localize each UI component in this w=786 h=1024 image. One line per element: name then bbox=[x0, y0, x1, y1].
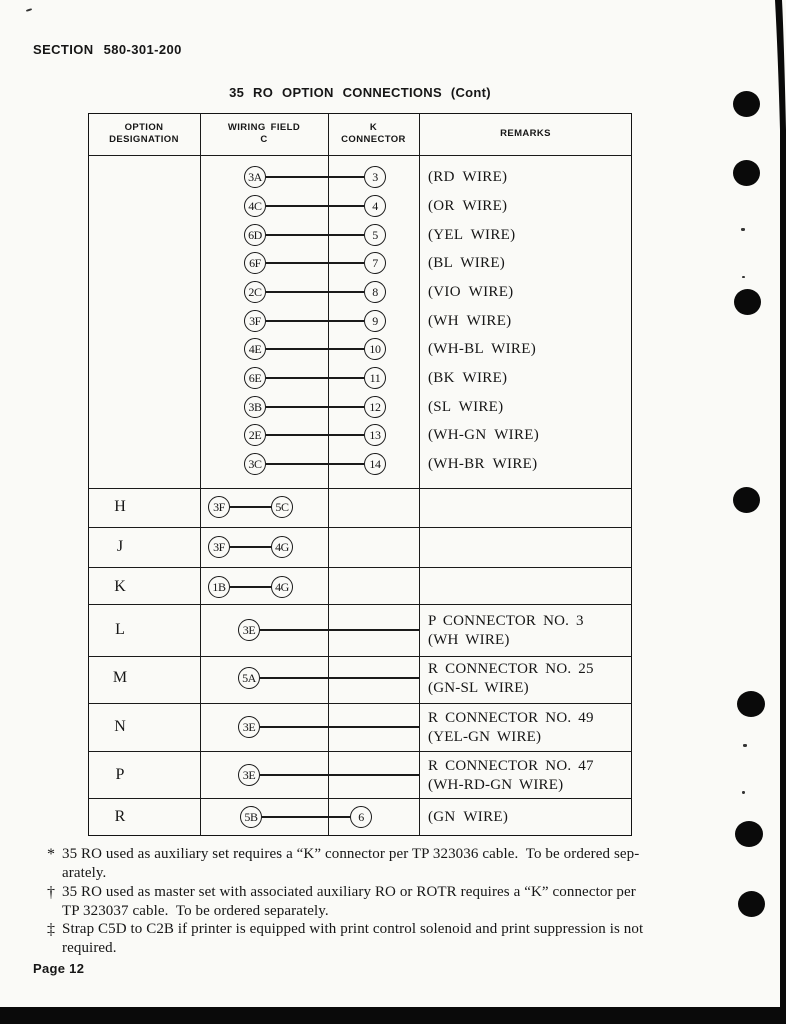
wiring-terminal-circle: 3A bbox=[244, 166, 266, 188]
option-letter: H bbox=[114, 498, 126, 515]
page-number: Page 12 bbox=[33, 961, 85, 976]
wiring-terminal-circle: 5C bbox=[271, 496, 293, 518]
option-letter: M bbox=[112, 669, 128, 686]
footnote-marker: † bbox=[47, 884, 55, 901]
wiring-terminal-circle: 3B bbox=[244, 396, 266, 418]
wiring-terminal-circle: 4G bbox=[271, 576, 293, 598]
wiring-terminal-circle: 5B bbox=[240, 806, 262, 828]
column-header-option-designation: OPTION DESIGNATION bbox=[109, 121, 179, 145]
footnote-line: TP 323037 cable. To be ordered separately. bbox=[62, 903, 329, 919]
section-header: SECTION 580-301-200 bbox=[33, 42, 182, 57]
remark-text: R CONNECTOR NO. 25 (GN-SL WIRE) bbox=[428, 661, 594, 696]
connector-pin-circle: 12 bbox=[364, 396, 386, 418]
footnote-marker: ‡ bbox=[47, 921, 55, 938]
wiring-terminal-circle: 6E bbox=[244, 367, 266, 389]
connector-pin-circle: 4 bbox=[364, 195, 386, 217]
option-letter: P bbox=[115, 766, 125, 783]
remark-text: (OR WIRE) bbox=[428, 198, 508, 214]
column-header-k-connector: K CONNECTOR bbox=[341, 121, 406, 145]
remark-text: (SL WIRE) bbox=[428, 399, 504, 415]
column-header-wiring-field: WIRING FIELD C bbox=[227, 121, 301, 145]
wiring-terminal-circle: 6F bbox=[244, 252, 266, 274]
scan-edge-bottom bbox=[0, 1007, 786, 1024]
wiring-terminal-circle: 3E bbox=[238, 716, 260, 738]
footnote-line: required. bbox=[62, 940, 117, 956]
column-header-remarks: REMARKS bbox=[500, 127, 551, 139]
connector-pin-circle: 6 bbox=[350, 806, 372, 828]
connector-pin-circle: 5 bbox=[364, 224, 386, 246]
wiring-terminal-circle: 4C bbox=[244, 195, 266, 217]
wiring-terminal-circle: 3F bbox=[208, 496, 230, 518]
remark-text: (BK WIRE) bbox=[428, 370, 508, 386]
wiring-terminal-circle: 2C bbox=[244, 281, 266, 303]
wiring-terminal-circle: 3E bbox=[238, 619, 260, 641]
option-letter: J bbox=[116, 538, 124, 555]
footnote-line: 35 RO used as auxiliary set requires a “K” connector per TP 323036 cable. To be ordered sep- bbox=[62, 846, 640, 862]
connector-pin-circle: 13 bbox=[364, 424, 386, 446]
wiring-terminal-circle: 5A bbox=[238, 667, 260, 689]
connector-pin-circle: 7 bbox=[364, 252, 386, 274]
remark-text: (WH WIRE) bbox=[428, 313, 512, 329]
footnote-line: arately. bbox=[62, 865, 107, 881]
remark-text: P CONNECTOR NO. 3 (WH WIRE) bbox=[428, 613, 584, 648]
connector-pin-circle: 11 bbox=[364, 367, 386, 389]
option-letter: L bbox=[115, 621, 125, 638]
remark-text: (VIO WIRE) bbox=[428, 284, 514, 300]
remark-text: (RD WIRE) bbox=[428, 169, 508, 185]
wiring-terminal-circle: 4E bbox=[244, 338, 266, 360]
connector-pin-circle: 9 bbox=[364, 310, 386, 332]
remark-text: R CONNECTOR NO. 49 (YEL-GN WIRE) bbox=[428, 710, 594, 745]
remark-text: (YEL WIRE) bbox=[428, 227, 516, 243]
page-title: 35 RO OPTION CONNECTIONS (Cont) bbox=[229, 85, 491, 100]
option-letter: R bbox=[114, 808, 126, 825]
connector-pin-circle: 8 bbox=[364, 281, 386, 303]
wiring-terminal-circle: 3F bbox=[208, 536, 230, 558]
wiring-terminal-circle: 3F bbox=[244, 310, 266, 332]
footnote-marker: * bbox=[47, 846, 55, 863]
wiring-terminal-circle: 2E bbox=[244, 424, 266, 446]
connector-pin-circle: 3 bbox=[364, 166, 386, 188]
option-letter: N bbox=[114, 718, 126, 735]
remark-text: (WH-BR WIRE) bbox=[428, 456, 538, 472]
connector-pin-circle: 10 bbox=[364, 338, 386, 360]
remark-text: (BL WIRE) bbox=[428, 255, 506, 271]
wiring-terminal-circle: 3C bbox=[244, 453, 266, 475]
option-letter: K bbox=[114, 578, 126, 595]
wiring-terminal-circle: 1B bbox=[208, 576, 230, 598]
footnote-line: 35 RO used as master set with associated auxiliary RO or ROTR requires a “K” connector per bbox=[62, 884, 636, 900]
wiring-terminal-circle: 6D bbox=[244, 224, 266, 246]
remark-text: (WH-GN WIRE) bbox=[428, 427, 540, 443]
wiring-terminal-circle: 3E bbox=[238, 764, 260, 786]
remark-text: (GN WIRE) bbox=[428, 809, 509, 825]
remark-text: (WH-BL WIRE) bbox=[428, 341, 536, 357]
footnote-line: Strap C5D to C2B if printer is equipped with print control solenoid and print suppression is not bbox=[62, 921, 644, 937]
wiring-terminal-circle: 4G bbox=[271, 536, 293, 558]
remark-text: R CONNECTOR NO. 47 (WH-RD-GN WIRE) bbox=[428, 758, 594, 793]
connector-pin-circle: 14 bbox=[364, 453, 386, 475]
